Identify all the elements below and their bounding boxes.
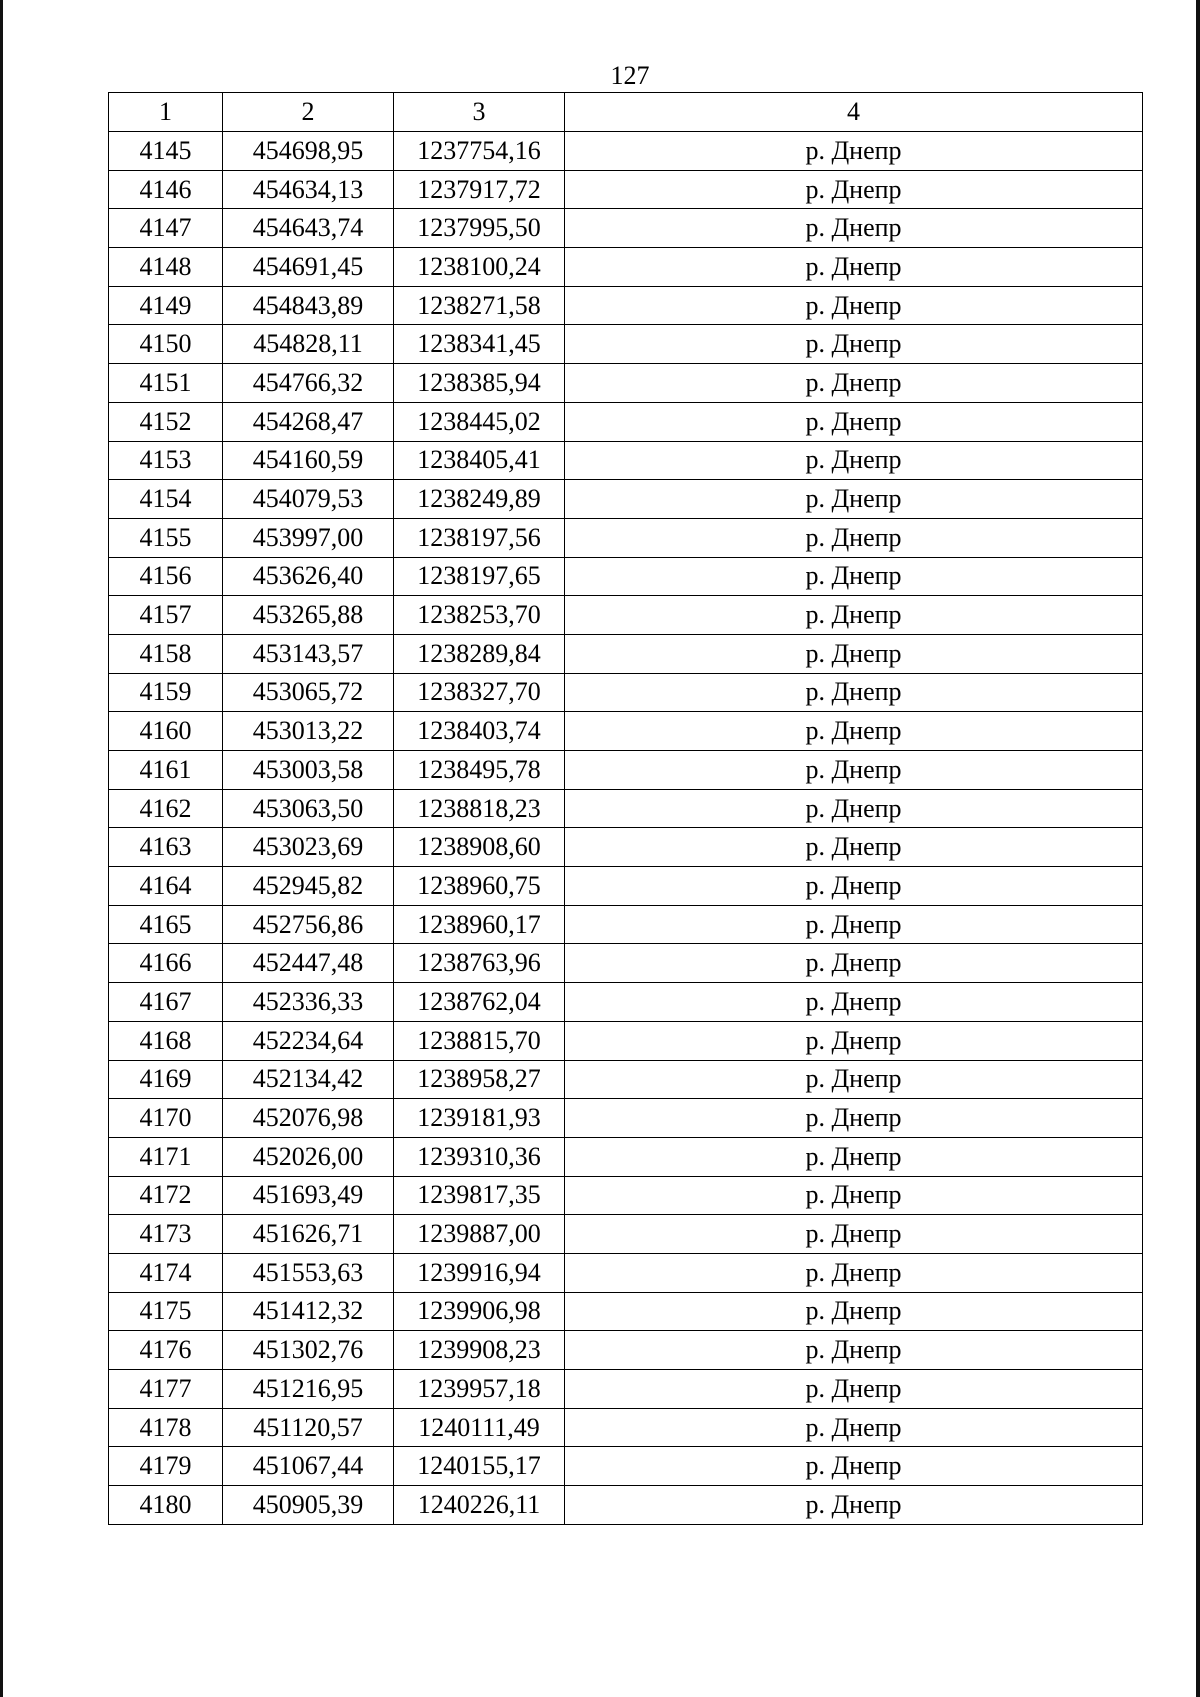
column-header: 4 xyxy=(565,93,1143,132)
y-coordinate-cell: 1238197,56 xyxy=(394,518,565,557)
y-coordinate-cell: 1238403,74 xyxy=(394,712,565,751)
table-row xyxy=(109,1099,1143,1138)
point-number-cell: 4155 xyxy=(109,518,223,557)
y-coordinate-cell: 1237754,16 xyxy=(394,132,565,171)
description-cell: р. Днепр xyxy=(565,1021,1143,1060)
table-row xyxy=(109,402,1143,441)
point-number-cell: 4146 xyxy=(109,170,223,209)
point-number-cell: 4157 xyxy=(109,596,223,635)
x-coordinate-cell: 451120,57 xyxy=(223,1408,394,1447)
description-cell: р. Днепр xyxy=(565,634,1143,673)
table-header-row xyxy=(109,93,1143,132)
description-cell: р. Днепр xyxy=(565,1447,1143,1486)
point-number-cell: 4163 xyxy=(109,828,223,867)
point-number-cell: 4177 xyxy=(109,1370,223,1409)
description-cell: р. Днепр xyxy=(565,1253,1143,1292)
y-coordinate-cell: 1238341,45 xyxy=(394,325,565,364)
point-number-cell: 4145 xyxy=(109,132,223,171)
coordinates-table xyxy=(108,92,1143,1525)
description-cell: р. Днепр xyxy=(565,557,1143,596)
page-number: 127 xyxy=(610,61,650,90)
y-coordinate-cell: 1238960,17 xyxy=(394,905,565,944)
description-cell: р. Днепр xyxy=(565,132,1143,171)
y-coordinate-cell: 1238327,70 xyxy=(394,673,565,712)
point-number-cell: 4153 xyxy=(109,441,223,480)
x-coordinate-cell: 453997,00 xyxy=(223,518,394,557)
description-cell: р. Днепр xyxy=(565,1215,1143,1254)
description-cell: р. Днепр xyxy=(565,325,1143,364)
description-cell: р. Днепр xyxy=(565,1292,1143,1331)
table-row xyxy=(109,1060,1143,1099)
column-header: 1 xyxy=(109,93,223,132)
x-coordinate-cell: 451693,49 xyxy=(223,1176,394,1215)
y-coordinate-cell: 1238197,65 xyxy=(394,557,565,596)
description-cell: р. Днепр xyxy=(565,170,1143,209)
y-coordinate-cell: 1238763,96 xyxy=(394,944,565,983)
scan-edge-right xyxy=(1196,0,1200,1697)
x-coordinate-cell: 453265,88 xyxy=(223,596,394,635)
point-number-cell: 4168 xyxy=(109,1021,223,1060)
y-coordinate-cell: 1238405,41 xyxy=(394,441,565,480)
y-coordinate-cell: 1238958,27 xyxy=(394,1060,565,1099)
y-coordinate-cell: 1238445,02 xyxy=(394,402,565,441)
table-row xyxy=(109,789,1143,828)
x-coordinate-cell: 452076,98 xyxy=(223,1099,394,1138)
table-row xyxy=(109,480,1143,519)
description-cell: р. Днепр xyxy=(565,828,1143,867)
x-coordinate-cell: 451412,32 xyxy=(223,1292,394,1331)
y-coordinate-cell: 1239908,23 xyxy=(394,1331,565,1370)
point-number-cell: 4156 xyxy=(109,557,223,596)
y-coordinate-cell: 1237917,72 xyxy=(394,170,565,209)
point-number-cell: 4147 xyxy=(109,209,223,248)
point-number-cell: 4158 xyxy=(109,634,223,673)
table-row xyxy=(109,712,1143,751)
table-row xyxy=(109,673,1143,712)
description-cell: р. Днепр xyxy=(565,364,1143,403)
table-row xyxy=(109,1370,1143,1409)
x-coordinate-cell: 451216,95 xyxy=(223,1370,394,1409)
table-row xyxy=(109,1408,1143,1447)
x-coordinate-cell: 452447,48 xyxy=(223,944,394,983)
point-number-cell: 4152 xyxy=(109,402,223,441)
table-row xyxy=(109,132,1143,171)
x-coordinate-cell: 450905,39 xyxy=(223,1486,394,1525)
y-coordinate-cell: 1238289,84 xyxy=(394,634,565,673)
x-coordinate-cell: 452945,82 xyxy=(223,867,394,906)
table-row xyxy=(109,1331,1143,1370)
description-cell: р. Днепр xyxy=(565,751,1143,790)
y-coordinate-cell: 1240155,17 xyxy=(394,1447,565,1486)
point-number-cell: 4175 xyxy=(109,1292,223,1331)
y-coordinate-cell: 1239310,36 xyxy=(394,1137,565,1176)
x-coordinate-cell: 451626,71 xyxy=(223,1215,394,1254)
description-cell: р. Днепр xyxy=(565,441,1143,480)
x-coordinate-cell: 454268,47 xyxy=(223,402,394,441)
table-row xyxy=(109,983,1143,1022)
description-cell: р. Днепр xyxy=(565,905,1143,944)
y-coordinate-cell: 1238818,23 xyxy=(394,789,565,828)
x-coordinate-cell: 454643,74 xyxy=(223,209,394,248)
table-row xyxy=(109,751,1143,790)
description-cell: р. Днепр xyxy=(565,1331,1143,1370)
description-cell: р. Днепр xyxy=(565,712,1143,751)
table-row xyxy=(109,905,1143,944)
table-row xyxy=(109,867,1143,906)
table-row xyxy=(109,325,1143,364)
point-number-cell: 4174 xyxy=(109,1253,223,1292)
y-coordinate-cell: 1239906,98 xyxy=(394,1292,565,1331)
description-cell: р. Днепр xyxy=(565,286,1143,325)
x-coordinate-cell: 453143,57 xyxy=(223,634,394,673)
x-coordinate-cell: 454828,11 xyxy=(223,325,394,364)
table-row xyxy=(109,1215,1143,1254)
table-row xyxy=(109,557,1143,596)
point-number-cell: 4171 xyxy=(109,1137,223,1176)
x-coordinate-cell: 452234,64 xyxy=(223,1021,394,1060)
y-coordinate-cell: 1238762,04 xyxy=(394,983,565,1022)
table-row xyxy=(109,828,1143,867)
description-cell: р. Днепр xyxy=(565,402,1143,441)
x-coordinate-cell: 451067,44 xyxy=(223,1447,394,1486)
y-coordinate-cell: 1240111,49 xyxy=(394,1408,565,1447)
x-coordinate-cell: 454160,59 xyxy=(223,441,394,480)
y-coordinate-cell: 1239817,35 xyxy=(394,1176,565,1215)
point-number-cell: 4166 xyxy=(109,944,223,983)
table-row xyxy=(109,1486,1143,1525)
table-row xyxy=(109,286,1143,325)
column-header: 2 xyxy=(223,93,394,132)
point-number-cell: 4151 xyxy=(109,364,223,403)
table-row xyxy=(109,1292,1143,1331)
x-coordinate-cell: 453013,22 xyxy=(223,712,394,751)
point-number-cell: 4179 xyxy=(109,1447,223,1486)
description-cell: р. Днепр xyxy=(565,518,1143,557)
description-cell: р. Днепр xyxy=(565,1486,1143,1525)
x-coordinate-cell: 454079,53 xyxy=(223,480,394,519)
description-cell: р. Днепр xyxy=(565,1408,1143,1447)
table-row xyxy=(109,441,1143,480)
x-coordinate-cell: 454766,32 xyxy=(223,364,394,403)
point-number-cell: 4176 xyxy=(109,1331,223,1370)
x-coordinate-cell: 451302,76 xyxy=(223,1331,394,1370)
point-number-cell: 4148 xyxy=(109,248,223,287)
scan-edge-left xyxy=(0,0,3,1697)
description-cell: р. Днепр xyxy=(565,1370,1143,1409)
x-coordinate-cell: 452134,42 xyxy=(223,1060,394,1099)
y-coordinate-cell: 1239887,00 xyxy=(394,1215,565,1254)
description-cell: р. Днепр xyxy=(565,944,1143,983)
x-coordinate-cell: 454691,45 xyxy=(223,248,394,287)
table-row xyxy=(109,1447,1143,1486)
table-row xyxy=(109,1176,1143,1215)
y-coordinate-cell: 1239181,93 xyxy=(394,1099,565,1138)
x-coordinate-cell: 454698,95 xyxy=(223,132,394,171)
point-number-cell: 4164 xyxy=(109,867,223,906)
table-row xyxy=(109,1137,1143,1176)
y-coordinate-cell: 1238100,24 xyxy=(394,248,565,287)
table-row xyxy=(109,944,1143,983)
y-coordinate-cell: 1238271,58 xyxy=(394,286,565,325)
point-number-cell: 4169 xyxy=(109,1060,223,1099)
x-coordinate-cell: 453626,40 xyxy=(223,557,394,596)
description-cell: р. Днепр xyxy=(565,248,1143,287)
x-coordinate-cell: 452336,33 xyxy=(223,983,394,1022)
point-number-cell: 4180 xyxy=(109,1486,223,1525)
table-row xyxy=(109,1021,1143,1060)
y-coordinate-cell: 1238249,89 xyxy=(394,480,565,519)
description-cell: р. Днепр xyxy=(565,1137,1143,1176)
description-cell: р. Днепр xyxy=(565,1060,1143,1099)
column-header: 3 xyxy=(394,93,565,132)
table-row xyxy=(109,364,1143,403)
y-coordinate-cell: 1238908,60 xyxy=(394,828,565,867)
description-cell: р. Днепр xyxy=(565,789,1143,828)
table-row xyxy=(109,1253,1143,1292)
point-number-cell: 4172 xyxy=(109,1176,223,1215)
point-number-cell: 4178 xyxy=(109,1408,223,1447)
y-coordinate-cell: 1238815,70 xyxy=(394,1021,565,1060)
y-coordinate-cell: 1237995,50 xyxy=(394,209,565,248)
point-number-cell: 4150 xyxy=(109,325,223,364)
description-cell: р. Днепр xyxy=(565,480,1143,519)
point-number-cell: 4165 xyxy=(109,905,223,944)
y-coordinate-cell: 1238385,94 xyxy=(394,364,565,403)
point-number-cell: 4173 xyxy=(109,1215,223,1254)
point-number-cell: 4167 xyxy=(109,983,223,1022)
y-coordinate-cell: 1239916,94 xyxy=(394,1253,565,1292)
x-coordinate-cell: 452026,00 xyxy=(223,1137,394,1176)
point-number-cell: 4160 xyxy=(109,712,223,751)
description-cell: р. Днепр xyxy=(565,209,1143,248)
point-number-cell: 4154 xyxy=(109,480,223,519)
point-number-cell: 4149 xyxy=(109,286,223,325)
point-number-cell: 4159 xyxy=(109,673,223,712)
description-cell: р. Днепр xyxy=(565,1176,1143,1215)
x-coordinate-cell: 453023,69 xyxy=(223,828,394,867)
point-number-cell: 4162 xyxy=(109,789,223,828)
table-row xyxy=(109,596,1143,635)
y-coordinate-cell: 1240226,11 xyxy=(394,1486,565,1525)
description-cell: р. Днепр xyxy=(565,1099,1143,1138)
x-coordinate-cell: 452756,86 xyxy=(223,905,394,944)
description-cell: р. Днепр xyxy=(565,867,1143,906)
point-number-cell: 4161 xyxy=(109,751,223,790)
x-coordinate-cell: 451553,63 xyxy=(223,1253,394,1292)
x-coordinate-cell: 453003,58 xyxy=(223,751,394,790)
y-coordinate-cell: 1238495,78 xyxy=(394,751,565,790)
description-cell: р. Днепр xyxy=(565,983,1143,1022)
table-row xyxy=(109,248,1143,287)
description-cell: р. Днепр xyxy=(565,596,1143,635)
table-row xyxy=(109,634,1143,673)
description-cell: р. Днепр xyxy=(565,673,1143,712)
table-body xyxy=(109,132,1143,1525)
y-coordinate-cell: 1238960,75 xyxy=(394,867,565,906)
x-coordinate-cell: 454843,89 xyxy=(223,286,394,325)
table-row xyxy=(109,209,1143,248)
table-row xyxy=(109,170,1143,209)
y-coordinate-cell: 1239957,18 xyxy=(394,1370,565,1409)
table-row xyxy=(109,518,1143,557)
y-coordinate-cell: 1238253,70 xyxy=(394,596,565,635)
point-number-cell: 4170 xyxy=(109,1099,223,1138)
x-coordinate-cell: 453065,72 xyxy=(223,673,394,712)
x-coordinate-cell: 454634,13 xyxy=(223,170,394,209)
x-coordinate-cell: 453063,50 xyxy=(223,789,394,828)
